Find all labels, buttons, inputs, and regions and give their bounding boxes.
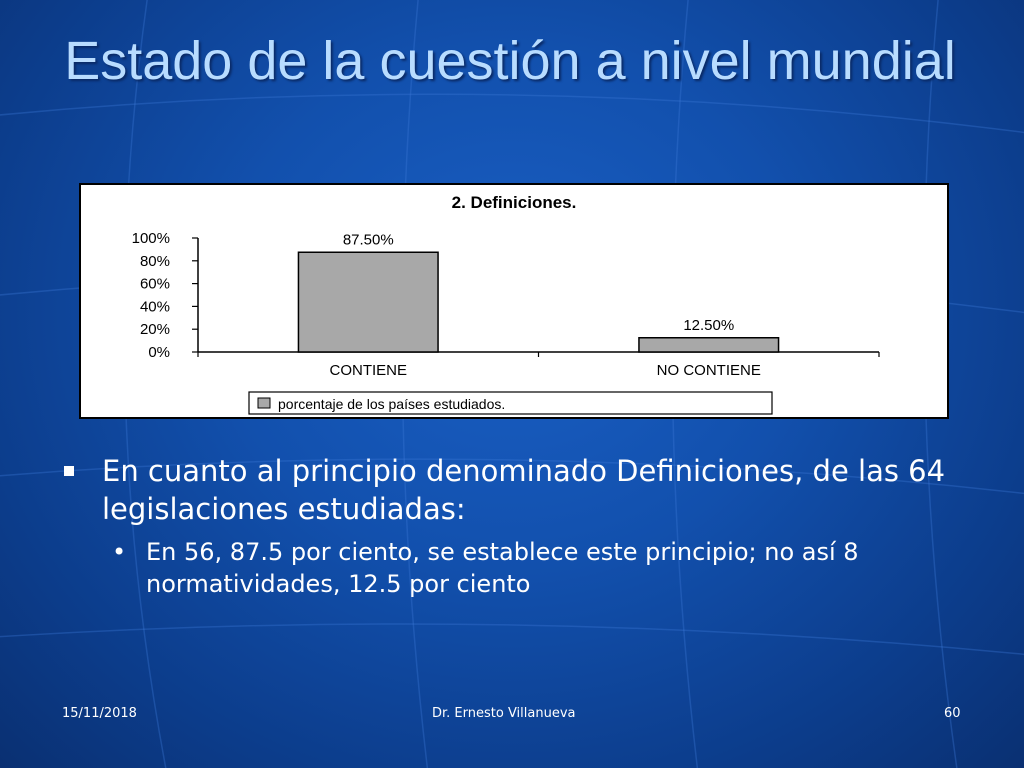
page-number: 60: [944, 706, 961, 721]
data-label: 12.50%: [683, 316, 735, 334]
y-tick-label: 100%: [131, 230, 170, 247]
dot-bullet-icon: •: [112, 538, 127, 566]
chart-panel: [79, 183, 949, 419]
bar: [298, 252, 438, 352]
bullet-sub-text: En 56, 87.5 por ciento, se establece este principio; no así 8 normatividades, 12.5 por ciento: [146, 538, 859, 598]
y-tick-label: 40%: [139, 298, 170, 316]
chart-title: 2. Definiciones.: [451, 193, 577, 212]
bar: [639, 338, 779, 352]
y-tick-label: 20%: [139, 321, 170, 339]
x-tick-label: CONTIENE: [329, 362, 408, 379]
footer-author: Dr. Ernesto Villanueva: [432, 706, 576, 721]
bullet-main-text: En cuanto al principio denominado Definiciones, de las 64 legislaciones estudiadas:: [102, 454, 946, 526]
legend-label: porcentaje de los países estudiados.: [278, 396, 506, 412]
sub-bullet-item: [62, 536, 962, 600]
y-tick-label: 60%: [139, 275, 170, 293]
slide-title: Estado de la cuestión a nivel mundial: [64, 31, 956, 91]
footer-date: 15/11/2018: [62, 706, 137, 721]
x-tick-label: NO CONTIENE: [656, 362, 761, 379]
y-tick-label: 80%: [139, 252, 170, 270]
bar-chart: [81, 185, 947, 417]
bullet-item: [62, 452, 962, 528]
bullet-list: [62, 452, 962, 600]
legend-swatch: [258, 398, 270, 408]
y-tick-label: 0%: [148, 344, 170, 361]
data-label: 87.50%: [342, 231, 394, 249]
square-bullet-icon: [64, 466, 74, 476]
